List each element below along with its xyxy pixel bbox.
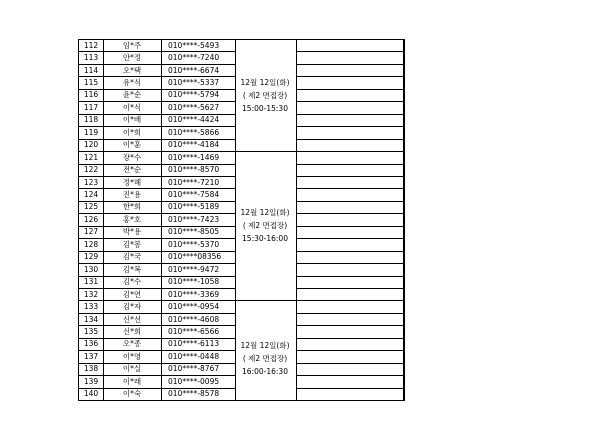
row-border [296,263,403,264]
row-number: 138 [83,364,99,374]
row-border [296,64,403,65]
applicant-phone: 010****-5627 [168,102,220,112]
applicant-phone: 010****-4608 [168,314,220,324]
row-number: 134 [83,314,99,324]
row-border [296,114,403,115]
applicant-phone: 010****-8767 [168,364,220,374]
row-number: 140 [83,389,99,399]
applicant-phone: 010****-6113 [168,339,220,349]
applicant-name: 김*연 [122,289,142,299]
row-border [78,64,235,65]
applicant-name: 신*희 [122,326,142,336]
applicant-name: 이*희 [122,127,142,137]
row-number: 120 [83,140,99,150]
column-divider [296,39,297,400]
column-divider [161,39,162,400]
row-border [78,176,235,177]
row-border [78,151,405,153]
applicant-name: 장*수 [122,152,142,162]
row-border [296,313,403,314]
applicant-phone: 010****-1469 [168,152,220,162]
applicant-name: 안*정 [122,53,142,63]
applicant-phone: 010****-0448 [168,351,220,361]
applicant-phone: 010****-6566 [168,326,220,336]
row-border [296,238,403,239]
row-border [296,101,403,102]
interview-slot [235,206,295,245]
applicant-name: 한*희 [122,202,142,212]
row-border [296,276,403,277]
applicant-phone: 010****-7240 [168,53,220,63]
row-number: 123 [83,177,99,187]
row-border [296,226,403,227]
row-number: 117 [83,102,99,112]
applicant-name: 오*종 [122,339,142,349]
row-border [296,164,403,165]
row-border [296,251,403,252]
applicant-phone: 010****-4424 [168,115,220,125]
applicant-phone: 010****-6674 [168,65,220,75]
row-border [296,201,403,202]
applicant-phone: 010****-5493 [168,40,220,50]
row-number: 126 [83,214,99,224]
applicant-phone: 010****-1058 [168,277,220,287]
row-number: 115 [83,77,99,87]
applicant-name: 김*봉 [122,239,142,249]
applicant-phone: 010****-7584 [168,190,220,199]
row-number: 136 [83,339,99,349]
interview-slot [235,76,295,115]
row-border [78,263,235,264]
interview-slot [235,339,295,378]
applicant-phone: 010****-0954 [168,302,220,312]
row-number: 124 [83,190,99,199]
row-number: 129 [83,252,99,262]
row-border [78,126,235,127]
row-number: 114 [83,65,99,75]
row-number: 121 [83,152,99,162]
slot-time: 16:00-16:30 [242,366,288,376]
applicant-phone: 010****-3369 [168,289,220,299]
row-border [296,126,403,127]
applicant-name: 이*식 [122,102,142,112]
row-number: 127 [83,227,99,237]
slot-date: 12월 12일(화) [240,340,290,350]
row-border [78,288,235,289]
applicant-phone: 010****-5370 [168,239,220,249]
slot-place: ( 제2 면접장) [242,90,288,100]
row-border [296,363,403,364]
row-border [296,325,403,326]
row-border [296,213,403,214]
row-number: 137 [83,351,99,361]
row-number: 139 [83,376,99,386]
applicant-name: 전*순 [122,165,142,175]
applicant-name: 임*주 [122,40,142,50]
row-border [296,388,403,389]
applicant-name: 이*래 [122,376,142,386]
applicant-name: 이*실 [122,364,142,374]
applicant-phone: 010****-5189 [168,202,220,212]
row-border [296,89,403,90]
row-border [296,139,403,140]
row-border [78,313,235,314]
row-number: 133 [83,302,99,312]
applicant-name: 신*선 [122,314,142,324]
applicant-name: 오*택 [122,65,142,75]
applicant-name: 정*혜 [122,177,142,187]
applicant-phone: 010****-5866 [168,127,220,137]
row-number: 131 [83,277,99,287]
row-number: 118 [83,115,99,125]
applicant-phone: 010****-5337 [168,77,220,87]
applicant-name: 진*용 [122,190,142,199]
row-border [296,338,403,339]
row-border [296,76,403,77]
applicant-name: 김*국 [122,252,142,262]
slot-date: 12월 12일(화) [240,208,290,218]
applicant-phone: 010****-0095 [168,376,220,386]
slot-place: ( 제2 면접장) [242,353,288,363]
applicant-name: 이*영 [122,351,142,361]
row-number: 130 [83,264,99,274]
applicant-phone: 010****-8570 [168,165,220,175]
applicant-phone: 010****-5794 [168,90,220,100]
applicant-name: 윤*순 [122,90,142,100]
applicant-name: 박*용 [122,227,142,237]
applicant-name: 김*수 [122,277,142,287]
applicant-name: 이*훈 [122,140,142,150]
row-border [296,375,403,376]
applicant-name: 이*배 [122,115,142,125]
row-border [78,375,235,376]
applicant-phone: 010****-7423 [168,214,220,224]
applicant-phone: 010****08356 [168,252,222,262]
slot-time: 15:30-16:00 [242,234,288,244]
row-border [296,350,403,351]
row-number: 132 [83,289,99,299]
slot-date: 12월 12일(화) [240,77,290,87]
applicant-name: 홍*호 [122,214,142,224]
applicant-name: 김*복 [122,264,142,274]
applicant-phone: 010****-4184 [168,140,220,150]
row-number: 135 [83,326,99,336]
row-border [296,188,403,189]
slot-place: ( 제2 면접장) [242,221,288,231]
applicant-phone: 010****-8505 [168,227,220,237]
applicant-phone: 010****-9472 [168,264,220,274]
row-number: 112 [83,40,99,50]
row-number: 125 [83,202,99,212]
applicant-name: 이*숙 [122,389,142,399]
slot-time: 15:00-15:30 [242,103,288,113]
table-border-right [403,39,405,400]
applicant-name: 유*식 [122,77,142,87]
row-border [296,51,403,52]
row-number: 128 [83,239,99,249]
row-border [296,176,403,177]
row-number: 122 [83,165,99,175]
applicant-phone: 010****-8578 [168,389,220,399]
applicant-phone: 010****-7210 [168,177,220,187]
row-border [78,400,405,402]
row-number: 113 [83,53,99,63]
applicant-name: 김*자 [122,302,142,312]
row-border [296,288,403,289]
row-border [78,39,405,41]
row-number: 116 [83,90,99,100]
row-number: 119 [83,127,99,137]
